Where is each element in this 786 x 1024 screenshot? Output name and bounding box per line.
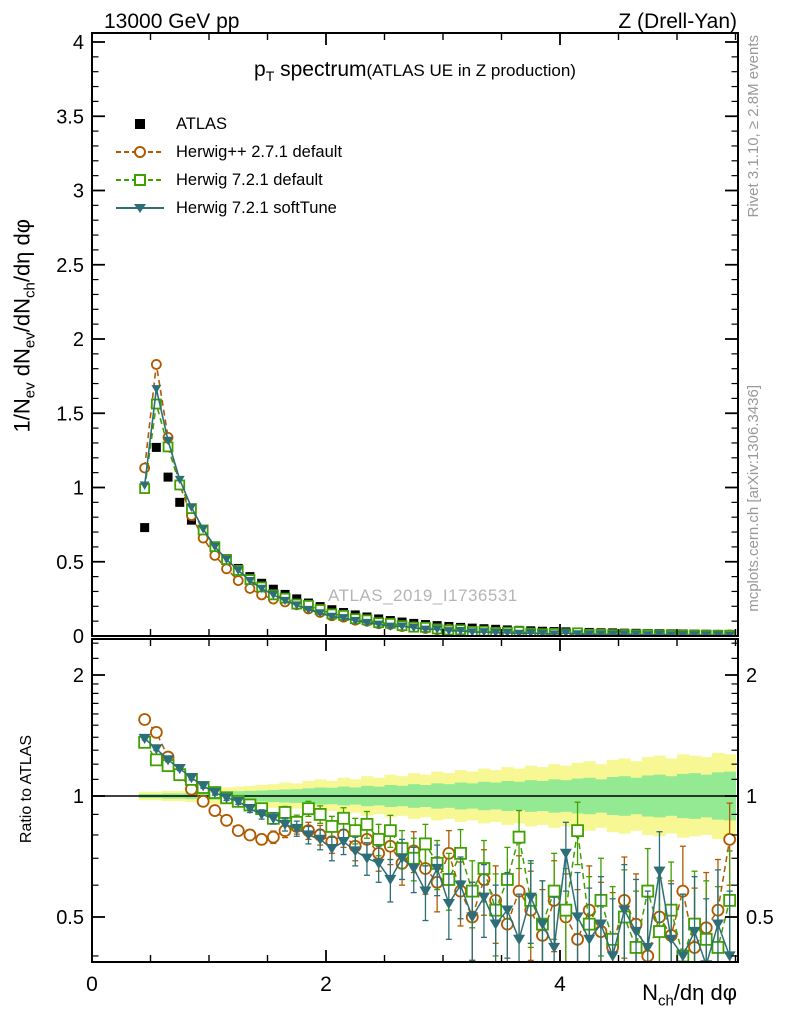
ylabel-part: 1/N [9, 398, 35, 433]
ylabel-sub: ch [21, 282, 39, 299]
ratio-y-axis-label: Ratio to ATLAS [18, 734, 35, 844]
svg-text:3.5: 3.5 [56, 106, 84, 129]
ylabel-sub: ev [21, 382, 39, 399]
atlas-marker-icon [116, 115, 164, 133]
svg-text:0: 0 [72, 626, 84, 648]
x-axis-label [642, 980, 737, 1009]
ylabel-part: /dη dφ [9, 218, 35, 283]
legend [116, 110, 342, 222]
svg-text:0.5: 0.5 [746, 907, 774, 929]
title-symbol: p [254, 58, 266, 81]
legend-item-herwig-default [116, 166, 342, 194]
svg-text:2: 2 [320, 973, 332, 996]
legend-label: Herwig 7.2.1 softTune [176, 198, 337, 217]
svg-text:1.5: 1.5 [56, 403, 84, 426]
ratio-panel [92, 714, 738, 1024]
rivet-version-note: Rivet 3.1.10, ≥ 2.8M events [745, 35, 762, 218]
ylabel-sub: ev [21, 332, 39, 349]
legend-item-atlas [116, 110, 342, 138]
svg-text:1: 1 [72, 477, 84, 500]
svg-text:0: 0 [86, 973, 98, 996]
process-label: Z (Drell-Yan) [618, 10, 737, 33]
svg-text:2: 2 [72, 665, 84, 687]
xlabel-sub: ch [657, 992, 674, 1010]
svg-text:1: 1 [746, 786, 758, 808]
ylabel-part: dN [9, 348, 35, 383]
legend-label: ATLAS [176, 114, 228, 133]
analysis-id-watermark: ATLAS_2019_I1736531 [328, 586, 518, 605]
title-text: spectrum [274, 58, 367, 81]
title-subscript: T [265, 68, 275, 85]
xlabel-part: /dη dφ [673, 980, 737, 1005]
beam-energy-label: 13000 GeV pp [104, 10, 240, 33]
xlabel-part: N [642, 980, 658, 1005]
svg-text:3: 3 [72, 180, 84, 203]
herwigpp-marker-icon [116, 143, 164, 161]
svg-text:2: 2 [746, 665, 758, 687]
svg-text:4: 4 [554, 973, 566, 996]
legend-item-herwigpp [116, 138, 342, 166]
svg-text:1: 1 [72, 786, 84, 808]
legend-label: Herwig 7.2.1 default [176, 170, 323, 189]
legend-item-herwig-softtune [116, 194, 342, 222]
plot-title [92, 58, 738, 84]
herwig-default-marker-icon [116, 171, 164, 189]
mcplots-reference-note: mcplots.cern.ch [arXiv:1306.3436] [745, 385, 762, 612]
svg-text:2.5: 2.5 [56, 254, 84, 277]
legend-label: Herwig++ 2.7.1 default [176, 142, 343, 161]
herwig-softtune-marker-icon [116, 199, 164, 217]
svg-text:0.5: 0.5 [56, 551, 84, 574]
svg-text:4: 4 [72, 32, 84, 54]
svg-text:0.5: 0.5 [56, 907, 84, 929]
ylabel-part: /dN [9, 298, 35, 333]
main-y-axis-label [9, 16, 38, 636]
svg-text:2: 2 [72, 329, 84, 351]
title-analysis: (ATLAS UE in Z production) [366, 61, 576, 80]
